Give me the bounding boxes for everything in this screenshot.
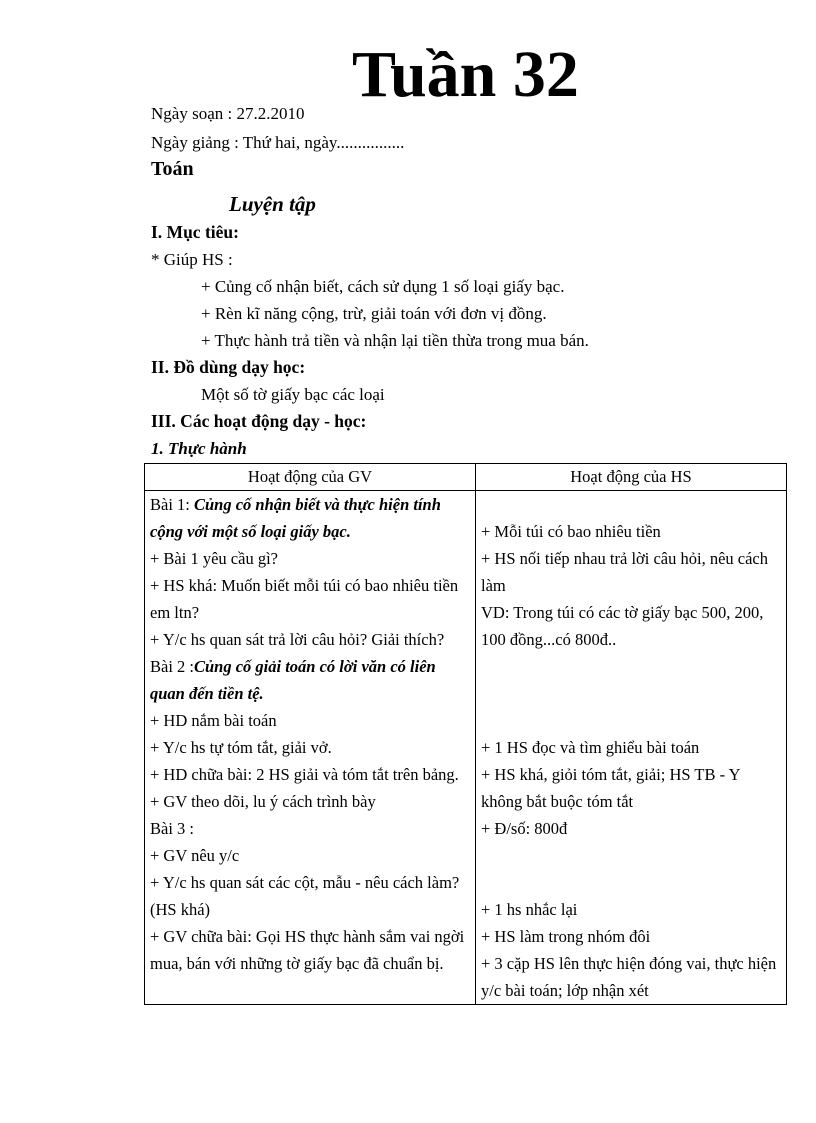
gv-step: + Y/c hs quan sát trả lời câu hỏi? Giải thích?	[150, 630, 445, 649]
bai2-title	[150, 653, 470, 707]
gv-step: + GV chữa bài: Gọi HS thực hành sắm vai ngời mua, bán với những tờ giấy bạc đã chuẩn bị.	[150, 927, 465, 973]
hs-step: + 1 hs nhắc lại	[481, 900, 578, 919]
hs-step: + Mỗi túi có bao nhiêu tiền	[481, 522, 661, 541]
objectives-heading: I. Mục tiêu:	[151, 222, 239, 242]
hs-step: + Đ/số: 800đ	[481, 819, 568, 838]
gv-step: + HD chữa bài: 2 HS giải và tóm tắt trên bảng.	[150, 765, 459, 784]
bai1-objective: Củng cố nhận biết và thực hiện tính cộng với một số loại giấy bạc.	[150, 495, 441, 541]
subject-title: Toán	[151, 158, 194, 180]
activities-heading: III. Các hoạt động dạy - học:	[151, 411, 367, 431]
gv-step: + Bài 1 yêu cầu gì?	[150, 549, 278, 568]
week-title: Tuần 32	[352, 38, 579, 111]
objective-item: + Rèn kĩ năng cộng, trừ, giải toán với đơn vị đồng.	[201, 304, 547, 323]
hs-step: + 1 HS đọc và tìm ghiểu bài toán	[481, 738, 700, 757]
hs-step: VD: Trong túi có các tờ giấy bạc 500, 200, 100 đồng...có 800đ..	[481, 603, 764, 649]
objectives-intro: * Giúp HS :	[151, 250, 233, 269]
bai2-label: Bài 2 :	[150, 657, 194, 676]
prep-date: Ngày soạn : 27.2.2010	[151, 104, 305, 123]
activities-subheading: 1. Thực hành	[151, 439, 247, 458]
objective-item: + Củng cố nhận biết, cách sử dụng 1 số loại giấy bạc.	[201, 277, 565, 296]
gv-step: + HS khá: Muốn biết mỗi túi có bao nhiêu tiền em ltn?	[150, 576, 459, 622]
gv-step: + Y/c hs tự tóm tắt, giải vở.	[150, 738, 332, 757]
bai1-title	[150, 491, 470, 545]
bai2-objective: Củng cố giải toán có lời văn có liên quan đến tiền tệ.	[150, 657, 436, 703]
objective-item: + Thực hành trả tiền và nhận lại tiền thừa trong mua bán.	[201, 331, 589, 350]
activities-table	[144, 463, 787, 1005]
gv-step: + GV theo dõi, lu ý cách trình bày	[150, 792, 376, 811]
hs-step: + 3 cặp HS lên thực hiện đóng vai, thực hiện y/c bài toán; lớp nhận xét	[481, 954, 777, 1000]
gv-step: + Y/c hs quan sát các cột, mẫu - nêu cách làm? (HS khá)	[150, 873, 460, 919]
column-header-gv: Hoạt động của GV	[145, 464, 476, 491]
gv-step: + HD nắm bài toán	[150, 711, 277, 730]
hs-step: + HS nối tiếp nhau trả lời câu hỏi, nêu cách làm	[481, 549, 768, 595]
materials-heading: II. Đồ dùng dạy học:	[151, 357, 306, 377]
hs-step: + HS khá, giỏi tóm tắt, giải; HS TB - Y không bắt buộc tóm tắt	[481, 765, 740, 811]
column-header-hs: Hoạt động của HS	[476, 464, 787, 491]
teach-date: Ngày giảng : Thứ hai, ngày................	[151, 133, 405, 152]
table-row	[145, 491, 787, 1005]
gv-step: + GV nêu y/c	[150, 846, 240, 865]
gv-cell	[145, 491, 476, 1005]
bai1-label: Bài 1:	[150, 495, 194, 514]
bai3-label: Bài 3 :	[150, 819, 194, 838]
materials-text: Một số tờ giấy bạc các loại	[201, 385, 385, 404]
table-header-row	[145, 464, 787, 491]
hs-cell	[476, 491, 787, 1005]
hs-step: + HS làm trong nhóm đôi	[481, 927, 651, 946]
lesson-title: Luyện tập	[229, 192, 316, 216]
